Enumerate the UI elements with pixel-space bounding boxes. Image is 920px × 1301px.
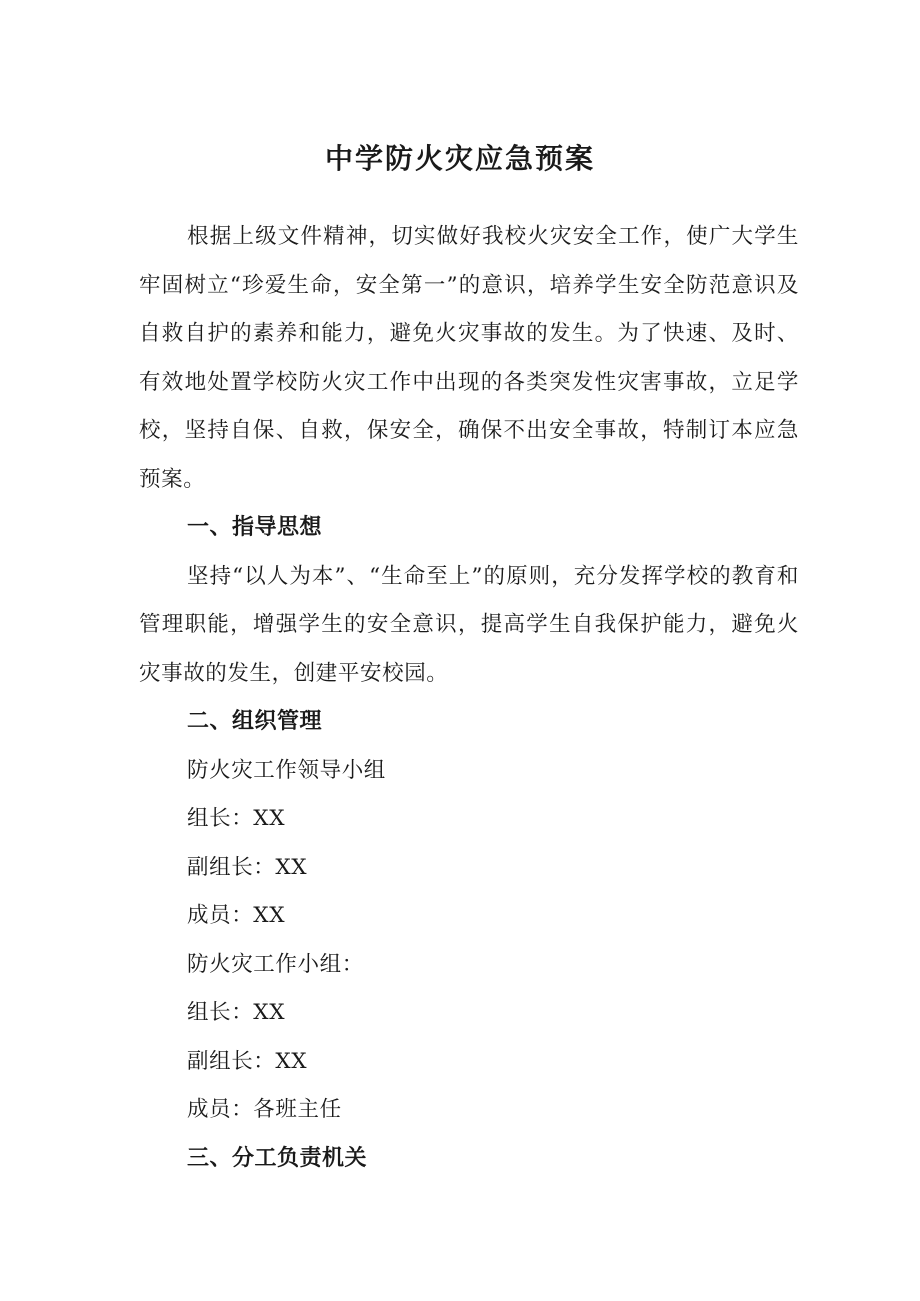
leadership-group-members: 成员：XX (187, 903, 286, 928)
section-heading-organization: 二、组织管理 (187, 709, 323, 734)
working-group-title: 防火灾工作小组： (187, 951, 364, 977)
document-body (139, 213, 799, 1183)
section-heading-guiding-ideology: 一、指导思想 (187, 515, 323, 540)
working-group-leader: 组长：XX (187, 1000, 286, 1025)
leadership-group-title: 防火灾工作领导小组 (187, 757, 386, 783)
leadership-group-leader: 组长：XX (187, 806, 286, 831)
document-title: 中学防火灾应急预案 (324, 142, 595, 175)
working-group-deputy: 副组长：XX (187, 1048, 308, 1074)
guiding-ideology-paragraph: 坚持“以人为本”、“生命至上”的原则，充分发挥学校的教育和管理职能，增强学生的安全意识，提高学生自我保护能力，避免火灾事故的发生，创建平安校园。 (139, 563, 799, 686)
intro-paragraph: 根据上级文件精神，切实做好我校火灾安全工作，使广大学生牢固树立“珍爱生命，安全第一”的意识，培养学生安全防范意识及自救自护的素养和能力，避免火灾事故的发生。为了快速、及时、有效地处置学校防火灾工作中出现的各类突发性灾害事故，立足学校，坚持自保、自救，保安全，确保不出安全事故，特制订本应急预案。 (139, 224, 799, 492)
section-heading-responsibilities: 三、分工负责机关 (187, 1145, 368, 1171)
working-group-members: 成员：各班主任 (187, 1097, 342, 1122)
leadership-group-deputy: 副组长：XX (187, 854, 308, 880)
